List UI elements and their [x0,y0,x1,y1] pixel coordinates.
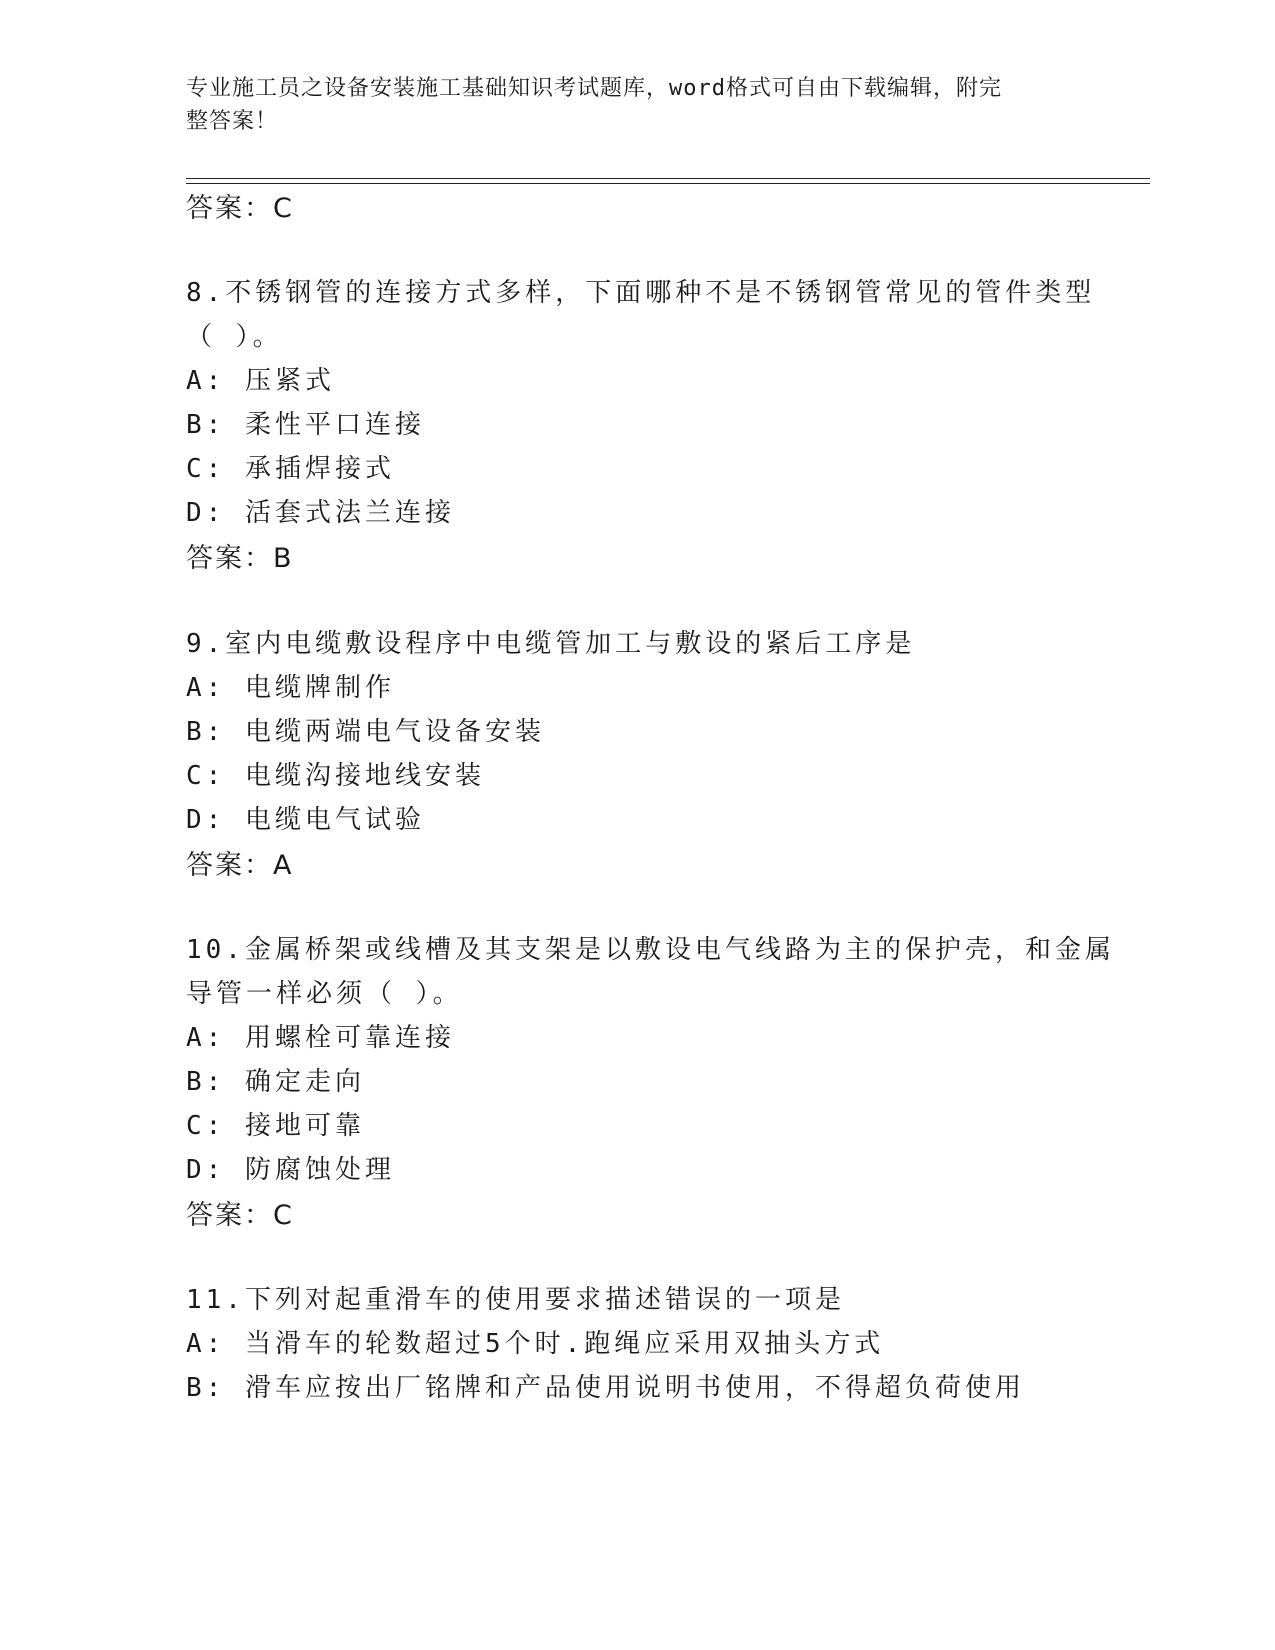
question-8-stem-line-1: 8.不锈钢管的连接方式多样，下面哪种不是不锈钢管常见的管件类型 [186,278,1096,308]
question-11-option-a: A: 当滑车的轮数超过5个时.跑绳应采用双抽头方式 [186,1329,885,1359]
question-10-stem-line-2: 导管一样必须（ ）。 [186,979,463,1009]
document-header [186,72,1066,138]
header-line-2: 整答案！ [186,109,279,134]
question-9-option-c: C: 电缆沟接地线安装 [186,761,485,791]
question-9-option-a: A: 电缆牌制作 [186,673,395,703]
question-10-option-d: D: 防腐蚀处理 [186,1155,395,1185]
header-line-1: 专业施工员之设备安装施工基础知识考试题库，word格式可自由下载编辑，附完 [186,76,1002,101]
question-9-stem: 9.室内电缆敷设程序中电缆管加工与敷设的紧后工序是 [186,629,916,659]
question-8-option-a: A: 压紧式 [186,366,335,396]
answer-q8: 答案：B [186,543,294,574]
header-divider-bottom [186,183,1150,184]
answer-q9: 答案：A [186,850,294,881]
question-10-option-c: C: 接地可靠 [186,1111,365,1141]
question-11-stem: 11.下列对起重滑车的使用要求描述错误的一项是 [186,1285,845,1315]
question-9-option-b: B: 电缆两端电气设备安装 [186,717,545,747]
question-8-option-b: B: 柔性平口连接 [186,410,425,440]
answer-q10: 答案：C [186,1200,294,1231]
question-8-stem-line-2: （ ）。 [186,322,283,352]
question-8-option-d: D: 活套式法兰连接 [186,498,455,528]
question-10-option-a: A: 用螺栓可靠连接 [186,1023,455,1053]
question-8-option-c: C: 承插焊接式 [186,454,395,484]
answer-q7: 答案：C [186,193,294,224]
question-9-option-d: D: 电缆电气试验 [186,805,425,835]
question-10-stem-line-1: 10.金属桥架或线槽及其支架是以敷设电气线路为主的保护壳，和金属 [186,935,1115,965]
question-11-option-b: B: 滑车应按出厂铭牌和产品使用说明书使用，不得超负荷使用 [186,1373,1025,1403]
question-10-option-b: B: 确定走向 [186,1067,365,1097]
header-divider-top [186,178,1150,179]
